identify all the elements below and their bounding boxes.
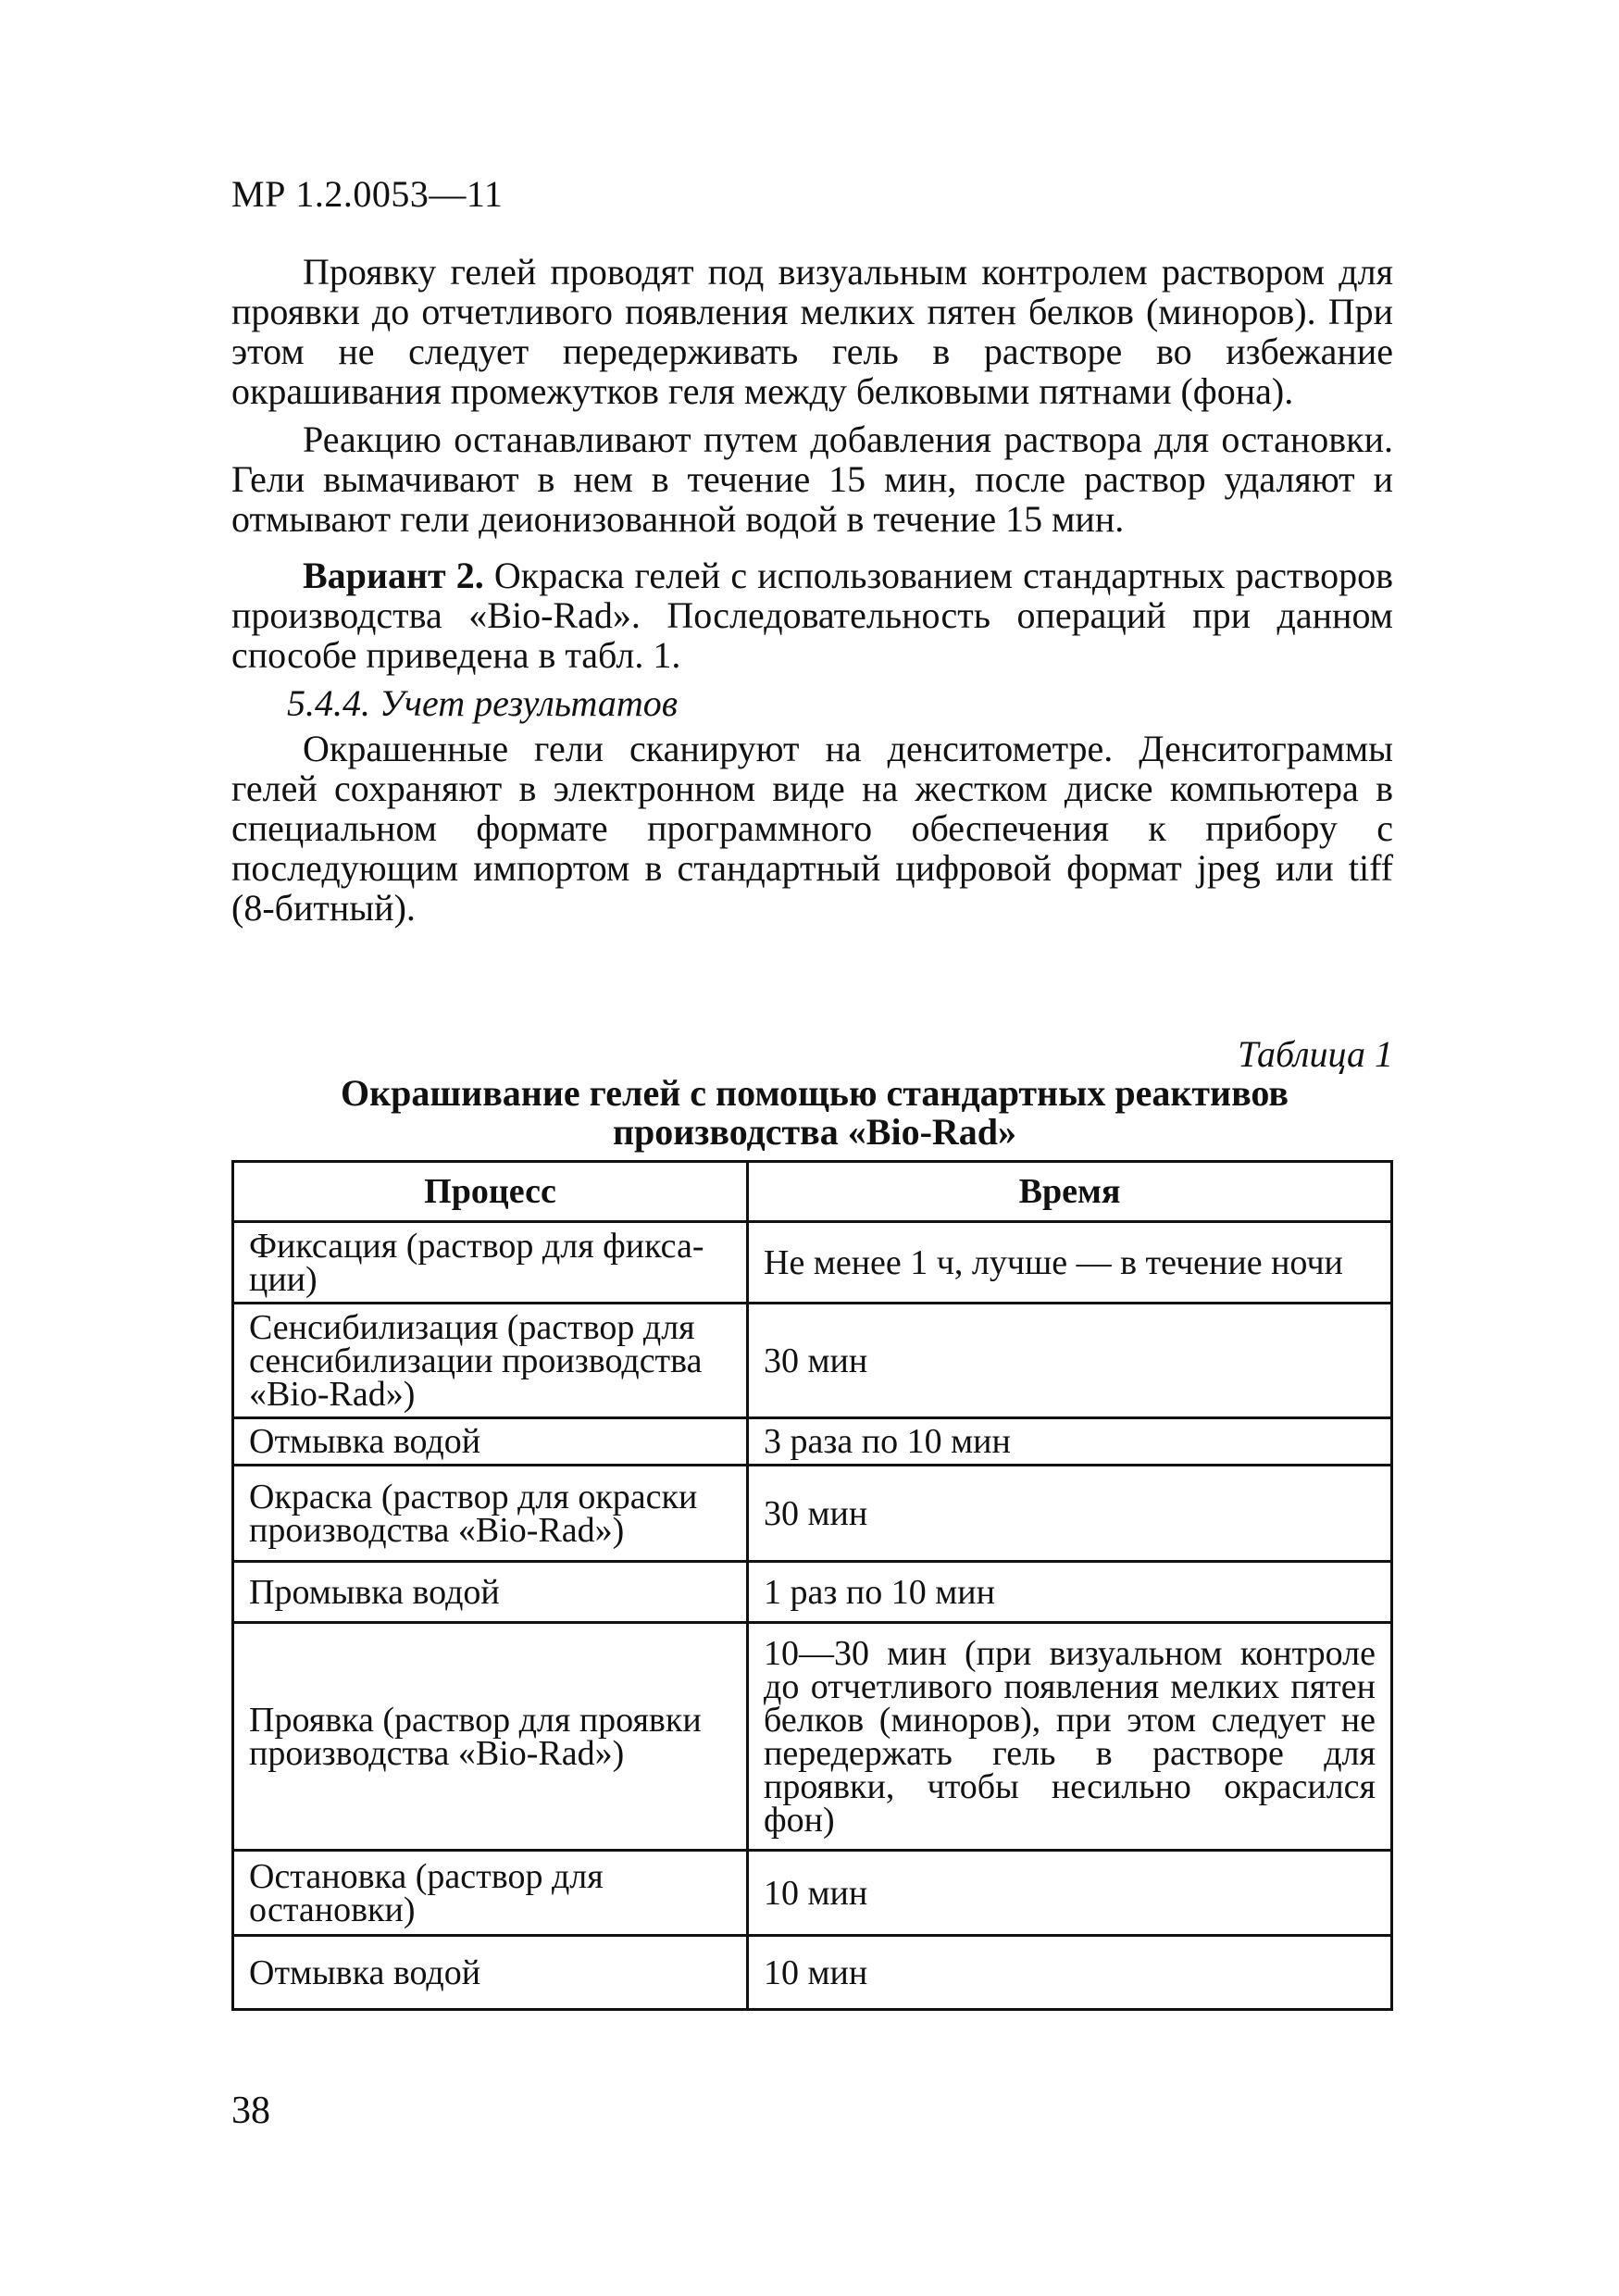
table-row: [233, 1418, 1392, 1466]
table-row: [233, 1222, 1392, 1304]
process-cell: Отмывка водой: [233, 1936, 748, 2010]
process-table: [231, 1160, 1393, 2011]
time-cell: 10 мин: [748, 1851, 1392, 1936]
variant-label: Вариант 2.: [303, 555, 484, 596]
process-cell: Окраска (раствор для окраски производства «Bio-Rad»): [233, 1466, 748, 1562]
time-cell: 10—30 мин (при визуальном контроле до отчетливого появления мелких пятен белков (миноров), при этом следует не передержать гель в растворе для проявки, чтобы несильно окрасился фон): [748, 1623, 1392, 1851]
table-row: [233, 1851, 1392, 1936]
table-caption: [231, 1074, 1398, 1152]
paragraph-development: Проявку гелей проводят под визуальным контролем раствором для проявки до отчетливого появления мелких пятен белков (миноров). При этом не следует передерживать гель в растворе во избежание окрашивания промежутков геля между белковыми пятнами (фона).: [231, 251, 1393, 412]
process-cell: Отмывка водой: [233, 1418, 748, 1466]
document-code: МР 1.2.0053—11: [231, 173, 504, 215]
paragraph-variant-2: [231, 555, 1393, 675]
paragraph-stop-reaction: Реакцию останавливают путем добавления раствора для остановки. Гели вымачивают в нем в течение 15 мин, после раствор удаляют и отмывают гели деионизованной водой в течение 15 мин.: [231, 418, 1393, 540]
process-cell: Фиксация (раствор для фикса-ции): [233, 1222, 748, 1304]
table-row: [233, 1562, 1392, 1623]
body-text: [231, 252, 1393, 936]
time-cell: 1 раз по 10 мин: [748, 1562, 1392, 1623]
table-row: [233, 1936, 1392, 2010]
section-subheading: 5.4.4. Учет результатов: [287, 682, 679, 724]
time-cell: 30 мин: [748, 1466, 1392, 1562]
table-row: [233, 1466, 1392, 1562]
table-caption-line-1: Окрашивание гелей с помощью стандартных реактивов: [340, 1072, 1289, 1114]
table-row: [233, 1304, 1392, 1418]
page-number: 38: [231, 2090, 270, 2132]
time-cell: 3 раза по 10 мин: [748, 1418, 1392, 1466]
paragraph-results: Окрашенные гели сканируют на денситометре. Денситограммы гелей сохраняют в электронном виде на жестком диске компьютера в специальном формате программного обеспечения к прибору с последующим импортом в стандартный цифровой формат jpeg или tiff (8-битный).: [231, 728, 1393, 929]
process-cell: Промывка водой: [233, 1562, 748, 1623]
time-cell: Не менее 1 ч, лучше — в течение ночи: [748, 1222, 1392, 1304]
table-caption-line-2: производства «Bio-Rad»: [612, 1111, 1017, 1153]
header-process: Процесс: [233, 1162, 748, 1222]
table-number: Таблица 1: [1238, 1033, 1393, 1075]
header-time: Время: [748, 1162, 1392, 1222]
variant-text: Окраска гелей с использованием стандартных растворов производства «Bio-Rad». Последовательность операций при данном способе приведена в табл. 1.: [231, 555, 1393, 676]
table-header-row: [233, 1162, 1392, 1222]
process-cell: Остановка (раствор для остановки): [233, 1851, 748, 1936]
process-cell: Проявка (раствор для проявки производства «Bio-Rad»): [233, 1623, 748, 1851]
time-cell: 30 мин: [748, 1304, 1392, 1418]
process-cell: Сенсибилизация (раствор для сенсибилизации производства «Bio-Rad»): [233, 1304, 748, 1418]
time-cell: 10 мин: [748, 1936, 1392, 2010]
table-row: [233, 1623, 1392, 1851]
